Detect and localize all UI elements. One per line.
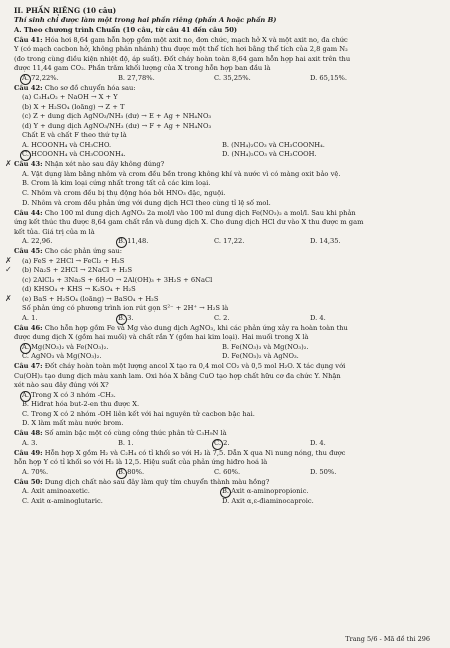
option-d[interactable]: D. X làm mất màu nước brom. — [22, 419, 124, 428]
reaction-item: ✗ (e) BaS + H₂SO₄ (loãng) → BaSO₄ + H₂S — [5, 293, 159, 303]
check-mark-icon: ✓ — [5, 265, 12, 275]
option-a[interactable]: A. 3. — [22, 438, 38, 447]
reaction-item: ✓ (b) Na₂S + 2HCl → 2NaCl + H₂S — [5, 265, 133, 275]
option-a[interactable]: A. 70%. — [22, 467, 49, 476]
reaction-item: (b) X + H₂SO₄ (loãng) → Z + T — [22, 102, 125, 111]
option-b[interactable]: B. 3. — [118, 314, 214, 324]
check-mark-icon: ✗ — [5, 159, 12, 169]
answer-options — [14, 487, 438, 506]
reaction-item: (c) 2AlCl₃ + 3Na₂S + 6H₂O → 2Al(OH)₃ + 3H₂S + 6NaCl — [22, 275, 213, 284]
question-44 — [14, 209, 438, 247]
answer-options — [14, 468, 438, 478]
question-text: Cho sơ đồ chuyển hóa sau: — [44, 83, 136, 92]
question-text: Cho 100 ml dung dịch AgNO₃ 2a mol/l vào 100 ml dung dịch Fe(NO₃)₂ a mol/l. Sau khi phản — [44, 208, 356, 217]
option-b[interactable]: B. Axit α-aminopropionic. — [222, 487, 422, 497]
option-c[interactable]: C. 17,22. — [214, 237, 245, 246]
question-text: Cho hỗn hợp gồm Fe và Mg vào dung dịch AgNO₃, khi các phản ứng xảy ra hoàn toàn thu — [44, 323, 348, 332]
option-d[interactable]: D. 4. — [310, 438, 326, 447]
question-46 — [14, 324, 438, 362]
question-number: Câu 45: — [14, 247, 43, 256]
option-d[interactable]: D. Fe(NO₃)₂ và AgNO₃. — [222, 352, 299, 361]
part-a-heading: A. Theo chương trình Chuẩn (10 câu, từ câu 41 đến câu 50) — [14, 25, 238, 34]
question-41 — [14, 36, 438, 84]
question-45 — [5, 247, 438, 323]
question-50 — [14, 478, 438, 507]
reaction-item: (c) Z + dung dịch AgNO₃/NH₃ (dư) → E + Ag + NH₄NO₃ — [22, 112, 212, 121]
option-c[interactable]: C. Nhôm và crom đều bị thụ động hóa bởi HNO₃ đặc, nguội. — [22, 189, 226, 197]
option-c[interactable]: C. AgNO₃ và Mg(NO₃)₂. — [22, 352, 102, 361]
option-a[interactable]: A. Trong X có 3 nhóm -CH₃. — [22, 390, 116, 399]
option-a[interactable]: A. 1. — [22, 313, 38, 322]
section-subtitle: Thí sinh chỉ được làm một trong hai phần riêng (phần A hoặc phần B) — [14, 16, 277, 25]
question-text: xét nào sau đây đúng với X? — [14, 381, 109, 390]
reaction-item: (d) KHSO₄ + KHS → K₂SO₄ + H₂S — [22, 285, 136, 294]
option-a[interactable]: A. HCOONH₄ và CH₃CHO. — [22, 140, 112, 149]
option-b[interactable]: B. (NH₄)₂CO₃ và CH₃COONH₄. — [222, 140, 325, 149]
page-footer: Trang 5/6 - Mã đề thi 296 — [345, 634, 430, 643]
question-text: (đo trong cùng điều kiện nhiệt độ, áp suất). Đốt cháy hoàn toàn 8,64 gam hỗn hợp hai axit trên thu — [14, 54, 351, 63]
check-mark-icon: ✗ — [5, 293, 12, 303]
question-text: Nhận xét nào sau đây không đúng? — [44, 160, 165, 169]
reaction-item: (d) Y + dung dịch AgNO₃/NH₃ (dư) → F + Ag + NH₄NO₃ — [22, 121, 212, 130]
section-title: II. PHẦN RIÊNG (10 câu) — [14, 6, 117, 15]
option-d[interactable]: D. 50%. — [310, 467, 337, 476]
question-text: Số amin bậc một có cùng công thức phân tử C₃H₉N là — [44, 429, 227, 438]
question-49 — [14, 449, 438, 478]
question-number: Câu 48: — [14, 429, 43, 438]
option-d[interactable]: D. 65,15%. — [310, 73, 347, 82]
question-42 — [14, 84, 438, 160]
question-text: Dung dịch chất nào sau đây làm quỳ tím chuyển thành màu hồng? — [44, 477, 270, 486]
question-number: Câu 41: — [14, 35, 43, 44]
question-text: được 11,44 gam CO₂. Phần trăm khối lượng của X trong hỗn hợp ban đầu là — [14, 64, 271, 73]
option-b[interactable]: B. 80%. — [118, 468, 214, 478]
option-c[interactable]: C. HCOONH₄ và CH₃COONH₄. — [22, 150, 222, 160]
reaction-item: ✗ (a) FeS + 2HCl → FeCl₂ + H₂S — [5, 255, 125, 265]
question-43 — [5, 159, 438, 208]
question-text: được dung dịch X (gồm hai muối) và chất rắn Y (gồm hai kim loại). Hai muối trong X là — [14, 333, 309, 342]
answer-options — [14, 439, 438, 449]
option-d[interactable]: D. 14,35. — [310, 237, 341, 246]
option-b[interactable]: B. 11,48. — [118, 237, 214, 247]
option-d[interactable]: D. 4. — [310, 313, 326, 322]
question-text: Hỗn hợp X gồm H₂ và C₂H₄ có tỉ khối so với H₂ là 7,5. Dẫn X qua Ni nung nóng, thu được — [44, 448, 346, 457]
question-number: Câu 42: — [14, 83, 43, 92]
option-a[interactable]: A. 22,96. — [22, 237, 53, 246]
option-a[interactable]: A. 72,22%. — [22, 74, 118, 84]
option-c[interactable]: C. Axit α-aminoglutaric. — [22, 497, 103, 505]
option-a[interactable]: A. Vật dụng làm bằng nhôm và crom đều bền trong không khí và nước vì có màng oxit bảo vệ. — [22, 169, 341, 178]
check-mark-icon: ✗ — [5, 255, 12, 265]
answer-options — [14, 343, 438, 362]
option-a[interactable]: A. Mg(NO₃)₂ và Fe(NO₃)₂. — [22, 343, 222, 353]
option-b[interactable]: B. Crom là kim loại cứng nhất trong tất cả các kim loại. — [22, 179, 211, 188]
answer-options — [14, 141, 438, 160]
question-text: kết tủa. Giá trị của m là — [14, 227, 95, 236]
question-stem: Số phản ứng có phương trình ion rút gọn S²⁻ + 2H⁺ → H₂S là — [22, 304, 229, 313]
question-text: Hóa hơi 8,64 gam hỗn hợp gồm một axit no, đơn chức, mạch hở X và một axit no, đa chức — [44, 35, 348, 44]
option-d[interactable]: D. Axit α,ε-điaminocaproic. — [222, 497, 314, 505]
option-b[interactable]: B. Fe(NO₃)₃ và Mg(NO₃)₂. — [222, 342, 309, 351]
answer-options — [14, 237, 438, 247]
option-a[interactable]: A. Axit aminoaxetic. — [22, 487, 90, 496]
option-b[interactable]: B. 1. — [118, 438, 134, 447]
option-c[interactable]: C. 2. — [214, 313, 230, 322]
question-text: ứng kết thúc thu được 8,64 gam chất rắn và dung dịch X. Cho dung dịch HCl dư vào X thu được m gam — [14, 218, 364, 227]
question-number: Câu 43: — [14, 160, 43, 169]
question-47 — [14, 362, 438, 429]
option-c[interactable]: C. 35,25%. — [214, 73, 251, 82]
question-number: Câu 49: — [14, 448, 43, 457]
answer-options — [14, 74, 438, 84]
question-text: Đốt cháy hoàn toàn một lượng ancol X tạo ra 0,4 mol CO₂ và 0,5 mol H₂O. X tác dụng với — [44, 362, 346, 371]
question-number: Câu 47: — [14, 362, 43, 371]
option-c[interactable]: C. 2. — [214, 439, 310, 449]
option-b[interactable]: B. 27,78%. — [118, 73, 155, 82]
option-b[interactable]: B. Hiđrat hóa but-2-en thu được X. — [22, 400, 140, 409]
option-c[interactable]: C. 60%. — [214, 467, 241, 476]
question-48 — [14, 429, 438, 448]
question-number: Câu 44: — [14, 208, 43, 217]
question-text: Cu(OH)₂ tạo dung dịch màu xanh lam. Oxi hóa X bằng CuO tạo hợp chất hữu cơ đa chức Y. Nhận — [14, 371, 341, 380]
option-c[interactable]: C. Trong X có 2 nhóm -OH liên kết với hai nguyên tử cacbon bậc hai. — [22, 409, 255, 418]
question-text: Cho các phản ứng sau: — [44, 247, 122, 256]
option-d[interactable]: D. Nhôm và crom đều phản ứng với dung dịch HCl theo cùng tỉ lệ số mol. — [22, 198, 271, 207]
question-text: Y (có mạch cacbon hở, không phân nhánh) thu được một thể tích hơi bằng thể tích của 2,8 gam N₂ — [14, 45, 348, 54]
question-stem: Chất E và chất F theo thứ tự là — [22, 131, 127, 140]
reaction-item: (a) C₃H₄O₂ + NaOH → X + Y — [22, 93, 118, 102]
question-text: hỗn hợp Y có tỉ khối so với H₂ là 12,5. Hiệu suất của phản ứng hiđro hoá là — [14, 458, 268, 467]
answer-options — [14, 314, 438, 324]
option-d[interactable]: D. (NH₄)₂CO₃ và CH₃COOH. — [222, 150, 317, 159]
question-number: Câu 46: — [14, 323, 43, 332]
question-number: Câu 50: — [14, 477, 43, 486]
